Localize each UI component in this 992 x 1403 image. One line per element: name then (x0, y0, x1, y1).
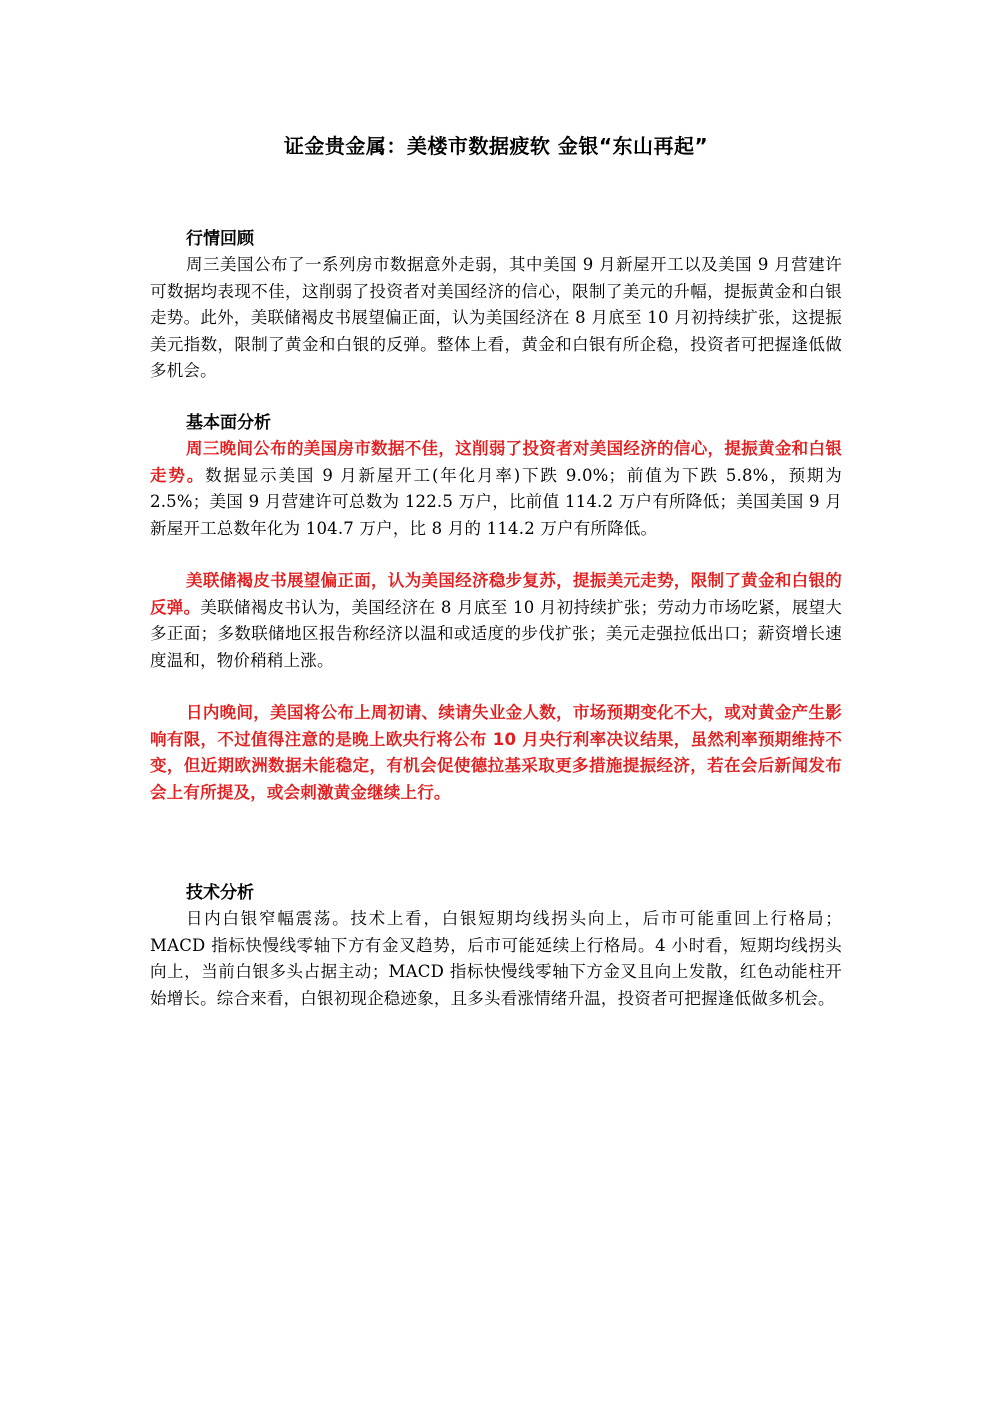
section-fundamental-analysis (150, 410, 842, 806)
fundamental-p1-highlight: 周三晚间公布的美国房市数据不佳，这削弱了投资者对美国经济的信心，提振黄金和白银走势。 (150, 439, 842, 485)
section-heading-market-review: 行情回顾 (186, 229, 254, 249)
fundamental-p1-text: 数据显示美国 9 月新屋开工(年化月率)下跌 9.0%；前值为下跌 5.8%，预期为 2.5%；美国 9 月营建许可总数为 122.5 万户，比前值 114.2 万户有所降低；美国美国 9 月新屋开工总数年化为 104.7 万户，比 8 月的 114.2 万户有所降低。 (150, 465, 842, 538)
section-technical-analysis (150, 880, 842, 1012)
fundamental-paragraph-3 (150, 700, 842, 806)
section-heading-technical: 技术分析 (186, 883, 254, 903)
technical-paragraph: 日内白银窄幅震荡。技术上看，白银短期均线拐头向上，后市可能重回上行格局；MACD 指标快慢线零轴下方有金叉趋势，后市可能延续上行格局。4 小时看，短期均线拐头向上，当前白银多头占据主动；MACD 指标快慢线零轴下方金叉且向上发散，红色动能柱开始增长。综合来看，白银初现企稳迹象，且多头看涨情绪升温，投资者可把握逢低做多机会。 (150, 909, 842, 1008)
fundamental-paragraph-2 (150, 568, 842, 674)
fundamental-p2-text: 美联储褐皮书认为，美国经济在 8 月底至 10 月初持续扩张；劳动力市场吃紧，展望大多正面；多数联储地区报告称经济以温和或适度的步伐扩张；美元走强拉低出口；薪资增长速度温和，物价稍稍上涨。 (150, 597, 842, 670)
document-title: 证金贵金属：美楼市数据疲软 金银“东山再起” (283, 134, 709, 158)
fundamental-p2-highlight: 美联储褐皮书展望偏正面，认为美国经济稳步复苏，提振美元走势，限制了黄金和白银的反弹。 (150, 571, 842, 617)
market-review-paragraph: 周三美国公布了一系列房市数据意外走弱，其中美国 9 月新屋开工以及美国 9 月营建许可数据均表现不佳，这削弱了投资者对美国经济的信心，限制了美元的升幅，提振黄金和白银走势。此外，美联储褐皮书展望偏正面，认为美国经济在 8 月底至 10 月初持续扩张，这提振美元指数，限制了黄金和白银的反弹。整体上看，黄金和白银有所企稳，投资者可把握逢低做多机会。 (150, 255, 842, 380)
fundamental-p3-highlight: 日内晚间，美国将公布上周初请、续请失业金人数，市场预期变化不大，或对黄金产生影响有限，不过值得注意的是晚上欧央行将公布 10 月央行利率决议结果，虽然利率预期维持不变，但近期欧洲数据未能稳定，有机会促使德拉基采取更多措施提振经济，若在会后新闻发布会上有所提及，或会刺激黄金继续上行。 (150, 703, 842, 802)
fundamental-paragraph-1 (150, 436, 842, 542)
section-heading-fundamental: 基本面分析 (186, 413, 271, 433)
section-market-review (150, 226, 842, 385)
